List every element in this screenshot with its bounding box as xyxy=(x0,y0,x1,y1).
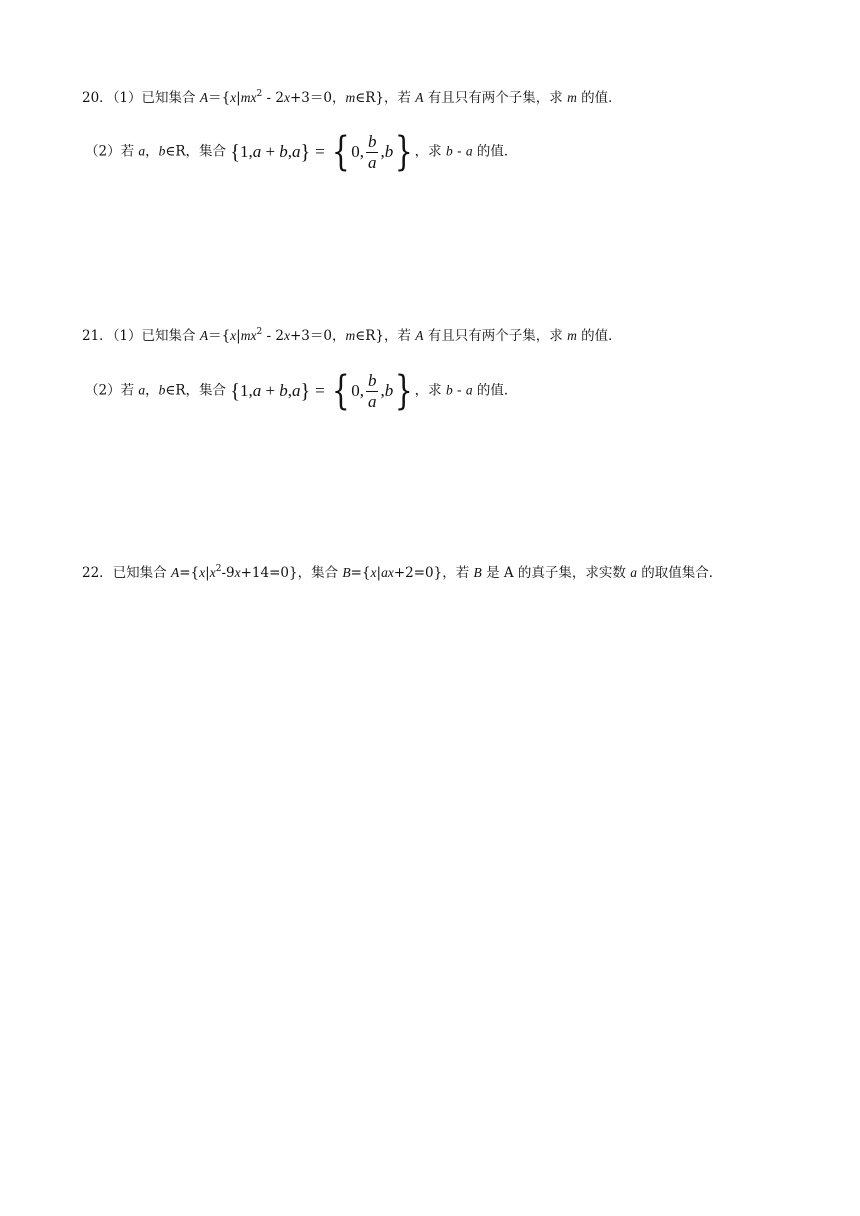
part-label: （1）已知集合 xyxy=(112,90,196,106)
set-equation: { 1, a + b , a } = { 0, $\frac{b}{a}$ , b } xyxy=(230,368,413,414)
problem-number: 20． xyxy=(82,90,113,106)
problem-20-part-1: 20．（1）已知集合 $A=\{x|mx^2 - 2x+3=0$，m∈R}，若 A 有且只有两个子集，求 m 的值． xyxy=(82,89,622,106)
part-label: （1）已知集合 xyxy=(112,328,196,344)
problem-21-part-2: （2）若 a，b∈R，集合 { 1, a + b , a } = { 0, $\frac{b}{a}$ , b } ，求 b - a 的值． xyxy=(85,368,518,414)
part-label: （2）若 xyxy=(85,382,135,399)
problem-21-part-1: 21．（1）已知集合 $A=\{x|mx^2 - 2x+3=0$，m∈R}，若 A 有且只有两个子集，求 m 的值． xyxy=(82,327,622,344)
problem-number: 21． xyxy=(82,328,113,344)
problem-22: 22．已知集合 $A=\{x|x^2-9x+14=0\}$，集合 B={x|ax+2=0}，若 B 是 A 的真子集，求实数 a 的取值集合． xyxy=(82,564,723,581)
set-equation: { 1, a + b , a } = { 0, $\frac{b}{a}$ , b } xyxy=(230,129,413,175)
fraction-b-over-a: $\frac{b}{a}$ xyxy=(367,370,377,411)
problem-20-part-2: （2）若 a，b∈R，集合 { 1, a + b , a } = { 0, $\frac{b}{a}$ , b } ，求 b - a 的值． xyxy=(85,129,518,175)
fraction-b-over-a: $\frac{b}{a}$ xyxy=(367,131,377,172)
part-label: （2）若 xyxy=(85,143,135,160)
problem-number: 22． xyxy=(82,565,113,581)
